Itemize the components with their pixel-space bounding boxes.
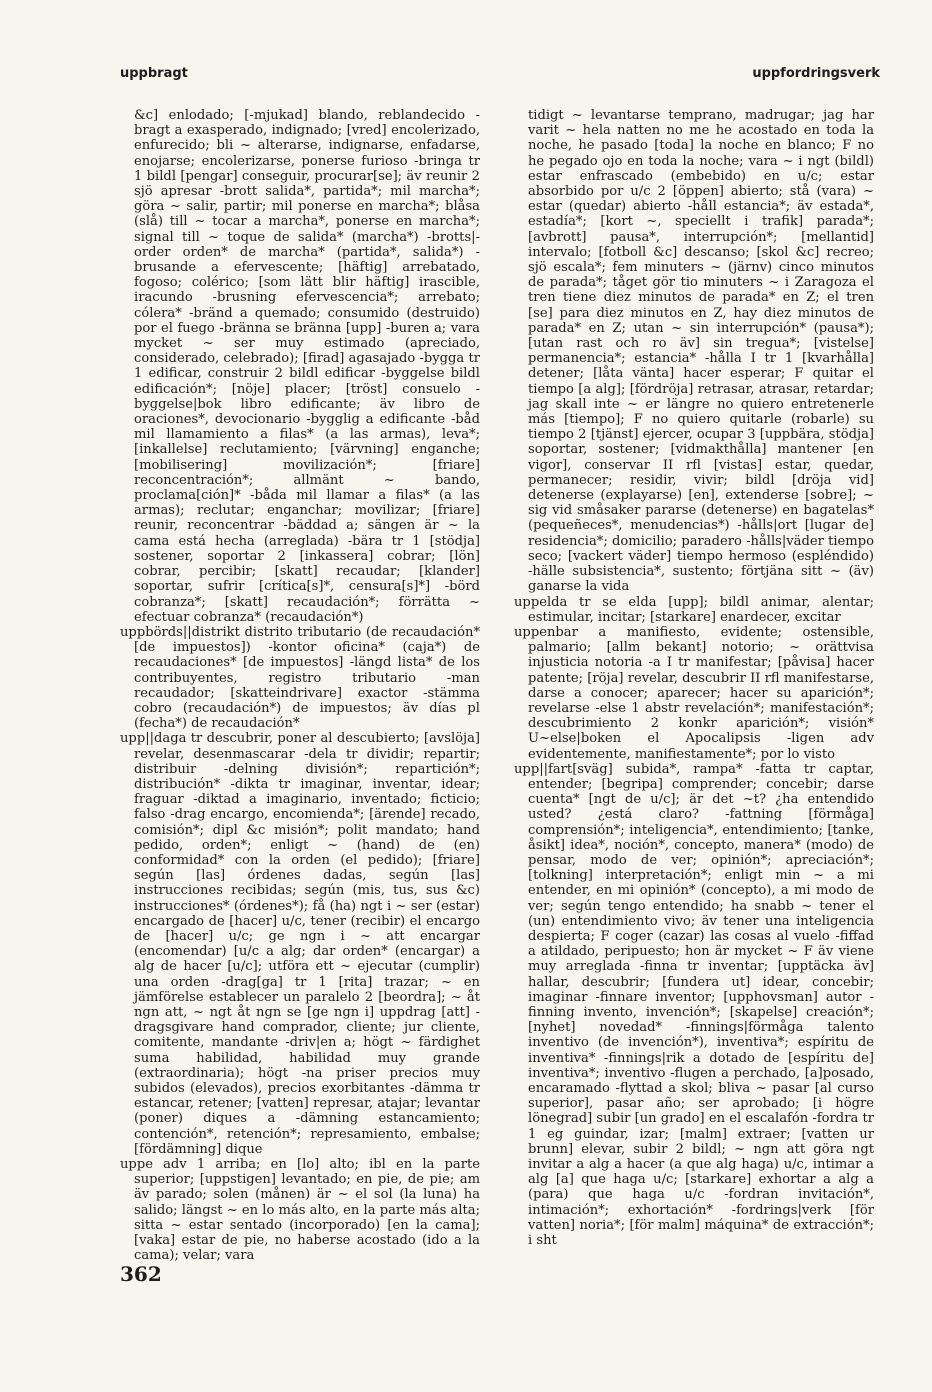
dictionary-entry: uppe adv 1 arriba; en [lo] alto; ibl en la parte superior; [uppstigen] levantado; en pie, de pie; am äv parado; solen (månen) är ~ el sol (la luna) ha salido; längst ~ en lo más alto, en la parte más alta; sitta ~ estar sentado (incorporado) [en la cama]; [vaka] estar de pie, no haberse acostado (ido a la cama); velar; vara — [120, 1157, 480, 1264]
dictionary-entry: tidigt ~ levantarse temprano, madrugar; jag har varit ~ hela natten no me he acostado en toda la noche, he pasado [toda] la noche en blanco; F no he pegado ojo en toda la noche; vara ~ i ngt (bildl) estar enfrascado (embebido) en u/c; estar absorbido por u/c 2 [öppen] abierto; stå (vara) ~ estar (quedar) abierto -håll estancia*; äv estada*, estadía*; [kort ~, speciellt i trafik] parada*; [avbrott] pausa*, interrupción*; [mellantid] intervalo; [fotboll &c] descanso; [skol &c] recreo; sjö escala*; fem minuters ~ (järnv) cinco minutos de parada*; tåget gör tio minuters ~ i Zaragoza el tren tiene diez minutos de parada* en Z; el tren [se] para diez minutos en Z, hay diez minutos de parada* en Z; utan ~ sin interrupción* (pausa*); [utan rast och ro äv] sin tregua*; [vistelse] permanencia*; estancia* -hålla I tr 1 [kvarhålla] detener; [låta vänta] hacer esperar; F quitar el tiempo [a alg]; [fördröja] retrasar, atrasar, retardar; jag skall inte ~ er längre no quiero entretenerle más [tiempo]; F no quiero quitarle (robarle) su tiempo 2 [tjänst] ejercer, ocupar 3 [uppbära, stödja] soportar, sostener; [vidmakthålla] mantener [en vigor], conservar II rfl [vistas] estar, quedar, permanecer; residir, vivir; bildl [dröja vid] detenerse (explayarse) [en], extenderse [sobre]; ~ sig vid småsaker pararse (detenerse) en bagatelas* (pequeñeces*, menudencias*) -hålls|ort [lugar de] residencia*; domicilio; paradero -hålls|väder tiempo seco; [vackert väder] tiempo hermoso (espléndido) -hälle subsistencia*, sustento; förtjäna sitt ~ (äv) ganarse la vida — [528, 108, 874, 595]
header-first-word: uppbragt — [120, 66, 188, 81]
dictionary-entry: uppenbar a manifiesto, evidente; ostensible, palmario; [allm bekant] notorio; ~ orättvisa injusticia notoria -a I tr manifestar; [påvisa] hacer patente; [röja] revelar, descubrir II rfl manifestarse, darse a conocer; aparecer; hacer su aparición*; revelarse -else 1 abstr revelación*; manifestación*; descubrimiento 2 konkr aparición*; visión* U~else|boken el Apocalipsis -ligen adv evidentemente, manifiestamente*; por lo visto — [514, 624, 874, 762]
page-number: 362 — [120, 1262, 162, 1286]
dictionary-entry: upp||fart[sväg] subida*, rampa* -fatta tr captar, entender; [begripa] comprender; concebir; darse cuenta* [ngt de u/c]; är det ~t? ¿ha entendido usted? ¿está claro? -fattning [förmåga] comprensión*; inteligencia*, entendimiento; [tanke, åsikt] idea*, noción*, concepto, manera* (modo) de pensar, modo de ver; opinión*; apreciación*; [tolkning] interpretación*; enligt min ~ a mi entender, en mi opinión* (concepto), a mi modo de ver; según tengo entendido; ha snabb ~ tener el (un) entendimiento vivo; äv tener una inteligencia despierta; F coger (cazar) las cosas al vuelo -fiffad a atildado, peripuesto; hon är mycket ~ F äv viene muy arreglada -finna tr inventar; [upptäcka äv] hallar, descubrir; [fundera ut] idear, concebir; imaginar -finnare inventor; [upphovsman] autor -finning invento, invención*; [skapelse] creación*; [nyhet] novedad* -finnings|förmåga talento inventivo (de invención*), inventiva*; espíritu de inventiva* -finnings|rik a dotado de [espíritu de] inventiva*; inventivo -flugen a perchado, [a]posado, encaramado -flyttad a skol; bliva ~ pasar [al curso superior], pasar año; ser aprobado; [i högre lönegrad] subir [un grado] en el escalafón -fordra tr 1 eg guindar, izar; [malm] extraer; [vatten ur brunn] elevar, subir 2 bildl; ~ ngn att göra ngt invitar a alg a hacer (a que alg haga) u/c, intimar a alg [a] que haga u/c; [starkare] exhortar a alg a (para) que haga u/c -fordran invitación*, intimación*; exhortación* -fordrings|verk [för vatten] noria*; [för malm] máquina* de extracción*; i sht — [514, 761, 874, 1249]
header-last-word: uppfordringsverk — [752, 66, 880, 81]
running-header — [120, 66, 880, 86]
dictionary-entry: &c] enlodado; [-mjukad] blando, reblandecido -bragt a exasperado, indignado; [vred] encolerizado, enfurecido; bli ~ alterarse, indignarse, enfadarse, enojarse; encolerizarse, ponerse furioso -bringa tr 1 bildl [pengar] conseguir, procurar[se]; äv reunir 2 sjö apresar -brott salida*, partida*; mil marcha*; göra ~ salir, partir; mil ponerse en marcha*; blåsa (slå) till ~ tocar a marcha*, ponerse en marcha*; signal till ~ toque de salida* (marcha*) -brotts|-order orden* de marcha* (partida*, salida*) -brusande a efervescente; [häftig] arrebatado, fogoso; colérico; [som lätt blir häftig] irascible, iracundo -brusning efervescencia*; arrebato; cólera* -bränd a quemado; consumido (destruido) por el fuego -bränna se bränna [upp] -buren a; vara mycket ~ ser muy estimado (apreciado, considerado, celebrado); [firad] agasajado -bygga tr 1 edificar, construir 2 bildl edificar -byggelse bildl edificación*; [nöje] placer; [tröst] consuelo -byggelse|bok libro edificante; äv libro de oraciones*, devocionario -bygglig a edificante -båd mil llamamiento a filas* (a las armas), leva*; [inkallelse] reclutamiento; [värvning] enganche; [mobilisering] movilización*; [friare] reconcentración*; allmänt ~ bando, proclama[ción]* -båda mil llamar a filas* (a las armas); reclutar; enganchar; movilizar; [friare] reunir, reconcentrar -bäddad a; sängen är ~ la cama está hecha (arreglada) -bära tr 1 [stödja] sostener, soportar 2 [inkassera] cobrar; [lön] cobrar, percibir; [skatt] recaudar; [klander] soportar, sufrir [crítica[s]*, censura[s]*] -börd cobranza*; [skatt] recaudación*; förrätta ~ efectuar cobranza* (recaudación*) — [134, 108, 480, 625]
dictionary-entry: uppbörds||distrikt distrito tributario (de recaudación* [de impuestos]) -kontor oficina* (caja*) de recaudaciones* [de impuestos] -längd lista* de los contribuyentes, registro tributario -man recaudador; [skatteindrivare] exactor -stämma cobro (recaudación*) de impuestos; äv días pl (fecha*) de recaudación* — [120, 624, 480, 732]
dictionary-entry: upp||daga tr descubrir, poner al descubierto; [avslöja] revelar, desenmascarar -dela tr dividir; repartir; distribuir -delning división*; repartición*; distribución* -dikta tr imaginar, inventar, idear; fraguar -diktad a imaginario, inventado; ficticio; falso -drag encargo, encomienda*; [ärende] recado, comisión*; dipl &c misión*; polit mandato; hand pedido, orden*; enligt ~ (hand) de (en) conformidad* con la orden (el pedido); [friare] según [las] órdenes dadas, según [las] instrucciones recibidas; según (mis, tus, sus &c) instrucciones* (órdenes*); få (ha) ngt i ~ ser (estar) encargado de [hacer] u/c, tener (recibir) el encargo de [hacer] u/c; ge ngn i ~ att encargar (encomendar) [u/c a alg; dar orden* (encargar) a alg de hacer [u/c]; utföra ett ~ ejecutar (cumplir) una orden -drag[ga] tr 1 [rita] trazar; ~ en jämförelse establecer un paralelo 2 [beordra]; ~ åt ngn att, ~ ngt åt ngn se [ge ngn i] uppdrag [att] -dragsgivare hand comprador, cliente; jur cliente, comitente, mandante -driv|en a; högt ~ färdighet suma habilidad, habilidad muy grande (extraordinaria); högt -na priser precios muy subidos (elevados), precios exorbitantes -dämma tr estancar, retener; [vatten] represar, atajar; levantar (poner) diques a -dämning estancamiento; contención*, retención*; represamiento, embalse; [fördämning] dique — [120, 731, 480, 1157]
dictionary-entry: uppelda tr se elda [upp]; bildl animar, alentar; estimular, incitar; [starkare] enardecer, excitar — [514, 594, 874, 625]
left-column — [120, 108, 480, 1288]
right-column — [514, 108, 874, 1288]
